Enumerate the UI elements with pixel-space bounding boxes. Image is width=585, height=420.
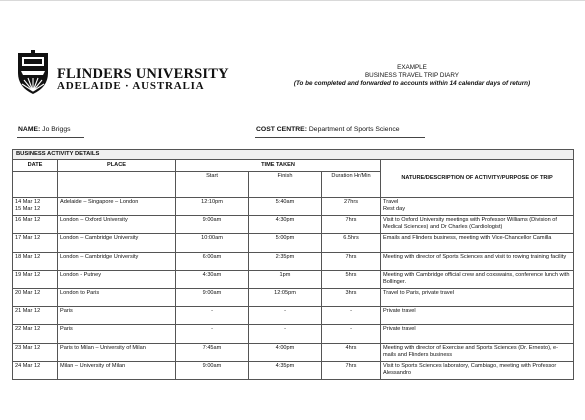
header-place-blank (58, 172, 176, 198)
cell-place: London – Cambridge University (58, 252, 176, 270)
cell-nature: Travel to Paris, private travel (381, 288, 574, 306)
cell-date: 18 Mar 12 (13, 252, 58, 270)
cell-nature: Emails and Flinders business, meeting with Vice-Chancellor Camilla (381, 234, 574, 252)
cell-nature: Visit to Sports Sciences laboratory, Cambiago, meeting with Professor Alessandro (381, 361, 574, 379)
cell-finish: 4:35pm (249, 361, 322, 379)
table-row (13, 343, 574, 361)
cell-date: 17 Mar 12 (13, 234, 58, 252)
cell-start: 10:00am (176, 234, 249, 252)
name-underline (17, 137, 84, 138)
cell-start: - (176, 307, 249, 325)
document-heading (262, 64, 562, 87)
cell-finish: 2:35pm (249, 252, 322, 270)
university-crest-icon (17, 49, 49, 95)
cell-date: 16 Mar 12 (13, 216, 58, 234)
doc-title: BUSINESS TRAVEL TRIP DIARY (364, 71, 460, 79)
doc-subtitle: (To be completed and forwarded to accounts within 14 calendar days of return) (293, 79, 531, 87)
cell-start: 12:10pm (176, 198, 249, 216)
cell-date: 14 Mar 12 15 Mar 12 (13, 198, 58, 216)
cell-place: London - Putney (58, 270, 176, 288)
table-row (13, 288, 574, 306)
cost-centre-value: Department of Sports Science (308, 126, 400, 133)
cell-date: 20 Mar 12 (13, 288, 58, 306)
cell-finish: 5:00pm (249, 234, 322, 252)
cell-nature: Private travel (381, 325, 574, 343)
name-field (18, 126, 71, 133)
cell-place: Paris (58, 307, 176, 325)
cell-finish: 5:40am (249, 198, 322, 216)
table-row (13, 198, 574, 216)
cell-nature: Private travel (381, 307, 574, 325)
cell-date: 19 Mar 12 (13, 270, 58, 288)
header-date: DATE (13, 160, 58, 172)
cell-nature: Meeting with director of Sports Sciences and visit to rowing training facility (381, 252, 574, 270)
cell-finish: 1pm (249, 270, 322, 288)
cell-duration: 7hrs (322, 361, 381, 379)
cell-start: 9:00am (176, 288, 249, 306)
cell-duration: - (322, 307, 381, 325)
cell-start: 6:00am (176, 252, 249, 270)
table-row (13, 216, 574, 234)
university-location: ADELAIDE · AUSTRALIA (57, 80, 205, 92)
table-row (13, 234, 574, 252)
cell-finish: 4:00pm (249, 343, 322, 361)
cell-duration: 3hrs (322, 288, 381, 306)
cell-start: - (176, 325, 249, 343)
cell-finish: 12:05pm (249, 288, 322, 306)
name-label: NAME: (18, 126, 41, 133)
cell-finish: 4:30pm (249, 216, 322, 234)
section-title: BUSINESS ACTIVITY DETAILS (13, 150, 574, 160)
name-value: Jo Briggs (42, 126, 71, 133)
cost-centre-label: COST CENTRE: (256, 126, 307, 133)
cell-place: Adelaide – Singapore – London (58, 198, 176, 216)
table-row (13, 270, 574, 288)
cell-duration: 4hrs (322, 343, 381, 361)
cell-start: 9:00am (176, 216, 249, 234)
cell-place: London – Cambridge University (58, 234, 176, 252)
cell-duration: 7hrs (322, 252, 381, 270)
table-row (13, 325, 574, 343)
header-time-taken: TIME TAKEN (176, 160, 381, 172)
cell-place: Milan – University of Milan (58, 361, 176, 379)
cost-centre-field (256, 126, 400, 133)
cell-nature: Meeting with Cambridge official crew and coxswains, conference lunch with Bollinger. (381, 270, 574, 288)
cell-duration: 5hrs (322, 270, 381, 288)
table-row (13, 361, 574, 379)
cell-date: 24 Mar 12 (13, 361, 58, 379)
cell-nature: Travel Rest day (381, 198, 574, 216)
cell-finish: - (249, 307, 322, 325)
header-duration: Duration Hr/Min (322, 172, 381, 198)
cell-start: 7:45am (176, 343, 249, 361)
cell-start: 4:30am (176, 270, 249, 288)
cell-finish: - (249, 325, 322, 343)
cell-duration: 27hrs (322, 198, 381, 216)
header-start: Start (176, 172, 249, 198)
business-activity-table (12, 149, 574, 380)
cell-place: Paris (58, 325, 176, 343)
cell-place: Paris to Milan – University of Milan (58, 343, 176, 361)
header-date-blank (13, 172, 58, 198)
doc-label: EXAMPLE (397, 64, 427, 71)
cell-place: London – Oxford University (58, 216, 176, 234)
header-finish: Finish (249, 172, 322, 198)
cell-date: 21 Mar 12 (13, 307, 58, 325)
header-nature: NATURE/DESCRIPTION OF ACTIVITY/PURPOSE OF TRIP (381, 160, 574, 198)
header-place: PLACE (58, 160, 176, 172)
cell-nature: Meeting with director of Exercise and Sports Sciences (Dr. Ernesto), e-mails and Flinders business (381, 343, 574, 361)
cell-duration: 6.5hrs (322, 234, 381, 252)
top-divider (0, 0, 585, 1)
university-name: FLINDERS UNIVERSITY (57, 66, 229, 82)
cell-duration: 7hrs (322, 216, 381, 234)
cell-nature: Visit to Oxford University meetings with Professor Williams (Division of Medical Sciences) and Dr Charles (Cardiologist) (381, 216, 574, 234)
table-row (13, 307, 574, 325)
cell-date: 22 Mar 12 (13, 325, 58, 343)
cell-place: London to Paris (58, 288, 176, 306)
cell-duration: - (322, 325, 381, 343)
cost-centre-underline (255, 137, 425, 138)
table-row (13, 252, 574, 270)
cell-date: 23 Mar 12 (13, 343, 58, 361)
cell-start: 9:00am (176, 361, 249, 379)
